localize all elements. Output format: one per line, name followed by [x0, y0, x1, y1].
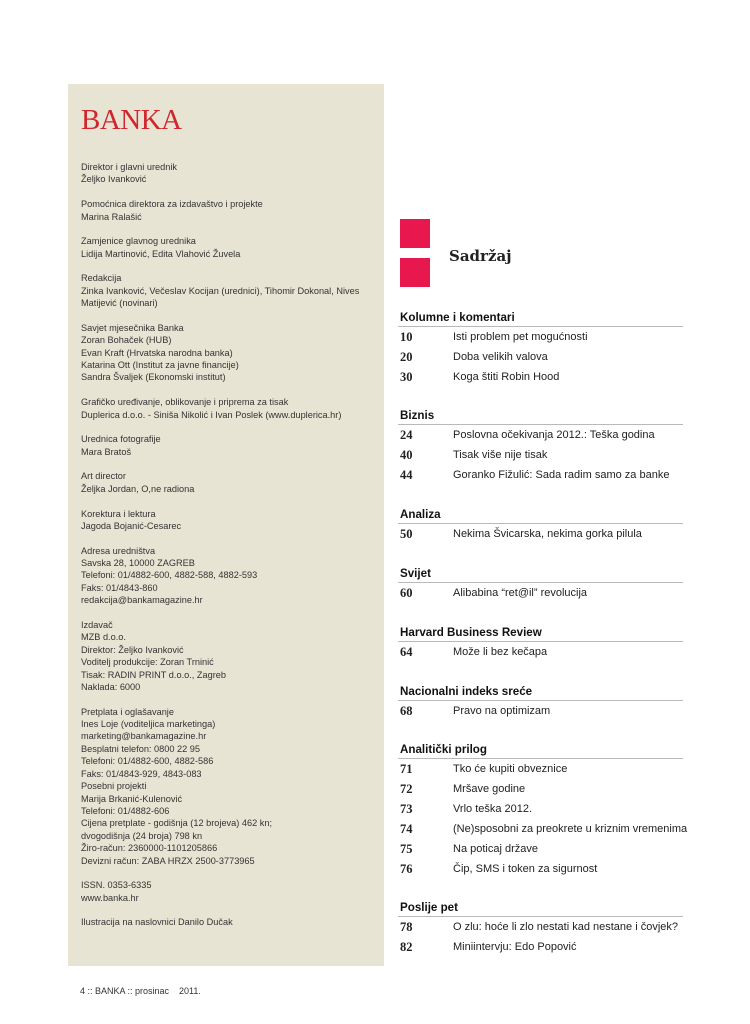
masthead-line: Tisak: RADIN PRINT d.o.o., Zagreb: [81, 669, 227, 680]
masthead-block: [81, 706, 376, 867]
masthead-line: Voditelj produkcije: Zoran Trninić: [81, 657, 214, 668]
masthead-line: Katarina Ott (Institut za javne financije): [81, 360, 239, 371]
masthead-line: Savska 28, 10000 ZAGREB: [81, 558, 195, 569]
toc-entry-title: Koga štiti Robin Hood: [453, 371, 560, 383]
masthead-block: [81, 322, 376, 384]
masthead-line: Marina Ralašić: [81, 211, 142, 222]
masthead-role: Redakcija: [81, 273, 122, 284]
masthead-role: Korektura i lektura: [81, 508, 156, 519]
masthead-line: Cijena pretplate - godišnja (12 brojeva) 462 kn;: [81, 818, 273, 829]
toc-entry[interactable]: [398, 917, 683, 937]
toc-page-number: 82: [400, 940, 413, 954]
masthead-block: [81, 470, 376, 495]
masthead-line: Duplerica d.o.o. - Siniša Nikolić i Ivan Poslek (www.duplerica.hr): [81, 409, 342, 420]
toc-entry[interactable]: [398, 583, 683, 603]
masthead-line: Evan Kraft (Hrvatska narodna banka): [81, 347, 233, 358]
masthead-role: Grafičko uređivanje, oblikovanje i priprema za tisak: [81, 397, 289, 408]
toc-page-number: 50: [400, 527, 413, 541]
toc-page-number: 74: [400, 822, 413, 836]
toc-entry-title: Tko će kupiti obveznice: [453, 763, 568, 775]
toc-page-number: 10: [400, 330, 413, 344]
masthead-line: Posebni projekti: [81, 781, 147, 792]
toc-entry-title: O zlu: hoće li zlo nestati kad nestane i čovjek?: [453, 921, 679, 933]
toc-section: [398, 684, 683, 721]
masthead-role: Pretplata i oglašavanje: [81, 706, 174, 717]
toc-entry-title: Nekima Švicarska, nekima gorka pilula: [453, 528, 642, 540]
masthead-line: Devizni račun: ZABA HRZX 2500-3773965: [81, 855, 255, 866]
toc-entry[interactable]: [398, 819, 688, 839]
toc-entry-title: Isti problem pet mogućnosti: [453, 331, 588, 343]
toc-entry[interactable]: [398, 839, 683, 859]
toc-page-number: 75: [400, 842, 413, 856]
masthead-line: dvogodišnja (24 broja) 798 kn: [81, 830, 203, 841]
masthead-line: www.banka.hr: [81, 892, 139, 903]
toc-entry[interactable]: [398, 759, 683, 779]
toc-section-heading: Svijet: [398, 566, 683, 583]
toc-entry[interactable]: [398, 779, 683, 799]
toc-entry-title: Mršave godine: [453, 783, 526, 795]
toc-page-number: 73: [400, 802, 413, 816]
masthead-block: [81, 508, 376, 533]
masthead-line: Zoran Bohaček (HUB): [81, 335, 172, 346]
toc-section-heading: Analitički prilog: [398, 742, 683, 759]
toc-page-number: 71: [400, 762, 413, 776]
toc-page-number: 78: [400, 920, 413, 934]
masthead-role: Ilustracija na naslovnici Danilo Dučak: [81, 917, 233, 928]
toc-section: [398, 742, 688, 879]
toc-entry-title: Može li bez kečapa: [453, 646, 548, 658]
masthead-line: Naklada: 6000: [81, 681, 141, 692]
toc-entry-title: Alibabina “ret@il” revolucija: [453, 587, 588, 599]
toc-section: [398, 408, 683, 485]
masthead-role: Direktor i glavni urednik: [81, 162, 177, 172]
toc-page-number: 68: [400, 704, 413, 718]
page-footer: 4 :: BANKA :: prosinac 2011.: [80, 986, 201, 996]
toc-section: [398, 507, 683, 544]
toc-entry[interactable]: [398, 425, 683, 445]
toc-entry[interactable]: [398, 367, 683, 387]
masthead-line: Faks: 01/4843-929, 4843-083: [81, 768, 202, 779]
masthead-line: Lidija Martinović, Edita Vlahović Žuvela: [81, 248, 241, 259]
masthead-role: ISSN. 0353-6335: [81, 880, 152, 891]
toc-section: [398, 310, 683, 387]
masthead-line: Telefoni: 01/4882-600, 4882-586: [81, 756, 214, 767]
masthead-block: [81, 396, 376, 421]
masthead-panel: [68, 84, 384, 966]
masthead-line: Zinka Ivanković, Večeslav Kocijan (urednici), Tihomir Dokonal, Nives Matijević (novinari): [81, 285, 360, 309]
toc-entry-title: Poslovna očekivanja 2012.: Teška godina: [453, 429, 655, 441]
masthead-line: marketing@bankamagazine.hr: [81, 731, 207, 742]
masthead-role: Savjet mjesečnika Banka: [81, 322, 184, 333]
masthead-line: Željka Jordan, O,ne radiona: [81, 483, 195, 494]
toc-page-number: 60: [400, 586, 413, 600]
masthead-block: [81, 198, 376, 223]
toc-entry-title: Čip, SMS i token za sigurnost: [453, 863, 598, 875]
masthead-block: [81, 161, 376, 186]
masthead-list: [81, 161, 376, 941]
toc-title: Sadržaj: [449, 247, 512, 265]
masthead-block: [81, 272, 376, 309]
toc-page-number: 20: [400, 350, 413, 364]
banka-logo: BANKA: [81, 104, 182, 136]
masthead-role: Adresa uredništva: [81, 545, 156, 556]
masthead-line: Željko Ivanković: [81, 174, 147, 185]
toc-page-number: 76: [400, 862, 413, 876]
masthead-role: Zamjenice glavnog urednika: [81, 236, 196, 247]
toc-section-heading: Biznis: [398, 408, 683, 425]
toc-page-number: 44: [400, 468, 413, 482]
masthead-line: redakcija@bankamagazine.hr: [81, 595, 203, 606]
toc-entry[interactable]: [398, 524, 683, 544]
toc-entry[interactable]: [398, 445, 683, 465]
toc-section-heading: Kolumne i komentari: [398, 310, 683, 327]
masthead-role: Urednica fotografije: [81, 434, 161, 445]
masthead-line: Žiro-račun: 2360000-1101205866: [81, 843, 218, 854]
masthead-block: [81, 619, 376, 693]
toc-entry-title: Vrlo teška 2012.: [453, 803, 533, 815]
masthead-block: [81, 916, 376, 928]
masthead-line: Direktor: Željko Ivanković: [81, 644, 184, 655]
accent-square-top: [400, 219, 430, 248]
masthead-line: Ines Loje (voditeljica marketinga): [81, 719, 216, 730]
masthead-line: Jagoda Bojanić-Cesarec: [81, 520, 182, 531]
masthead-line: Marija Brkanić-Kulenović: [81, 793, 183, 804]
toc-entry[interactable]: [398, 799, 683, 819]
toc-entry-title: Doba velikih valova: [453, 351, 548, 363]
toc-page-number: 24: [400, 428, 413, 442]
toc-section-heading: Analiza: [398, 507, 683, 524]
masthead-block: [81, 433, 376, 458]
masthead-role: Art director: [81, 471, 126, 482]
accent-square-bottom: [400, 258, 430, 287]
toc-entry[interactable]: [398, 937, 683, 957]
toc-entry-title: Miniintervju: Edo Popović: [453, 941, 577, 953]
toc-entry[interactable]: [398, 701, 683, 721]
toc-entry-title: Tisak više nije tisak: [453, 449, 548, 461]
masthead-role: Izdavač: [81, 619, 113, 630]
masthead-line: Faks: 01/4843-860: [81, 582, 158, 593]
masthead-role: Pomoćnica direktora za izdavaštvo i projekte: [81, 199, 263, 210]
toc-entry[interactable]: [398, 465, 683, 485]
masthead-line: MZB d.o.o.: [81, 632, 126, 643]
toc-entry-title: Goranko Fižulić: Sada radim samo za banke: [453, 469, 670, 481]
toc-entry[interactable]: [398, 859, 683, 879]
masthead-line: Besplatni telefon: 0800 22 95: [81, 743, 201, 754]
toc-section-heading: Harvard Business Review: [398, 625, 683, 642]
masthead-line: Telefoni: 01/4882-600, 4882-588, 4882-593: [81, 570, 258, 581]
toc-section-heading: Poslije pet: [398, 900, 683, 917]
toc-page-number: 40: [400, 448, 413, 462]
toc-page-number: 64: [400, 645, 413, 659]
toc-section-heading: Nacionalni indeks sreće: [398, 684, 683, 701]
toc-entry[interactable]: [398, 327, 683, 347]
toc-page-number: 30: [400, 370, 413, 384]
masthead-line: Telefoni: 01/4882-606: [81, 805, 170, 816]
toc-entry[interactable]: [398, 642, 683, 662]
toc-section: [398, 900, 683, 957]
toc-entry[interactable]: [398, 347, 683, 367]
toc-page-number: 72: [400, 782, 413, 796]
masthead-block: [81, 545, 376, 607]
masthead-line: Sandra Švaljek (Ekonomski institut): [81, 372, 226, 383]
toc-entry-title: Na poticaj države: [453, 843, 538, 855]
masthead-block: [81, 879, 376, 904]
toc-entry-title: (Ne)sposobni za preokrete u kriznim vremenima: [453, 823, 688, 835]
masthead-line: Mara Bratoš: [81, 446, 132, 457]
toc-entry-title: Pravo na optimizam: [453, 705, 551, 717]
toc-section: [398, 625, 683, 662]
masthead-block: [81, 235, 376, 260]
toc-section: [398, 566, 683, 603]
